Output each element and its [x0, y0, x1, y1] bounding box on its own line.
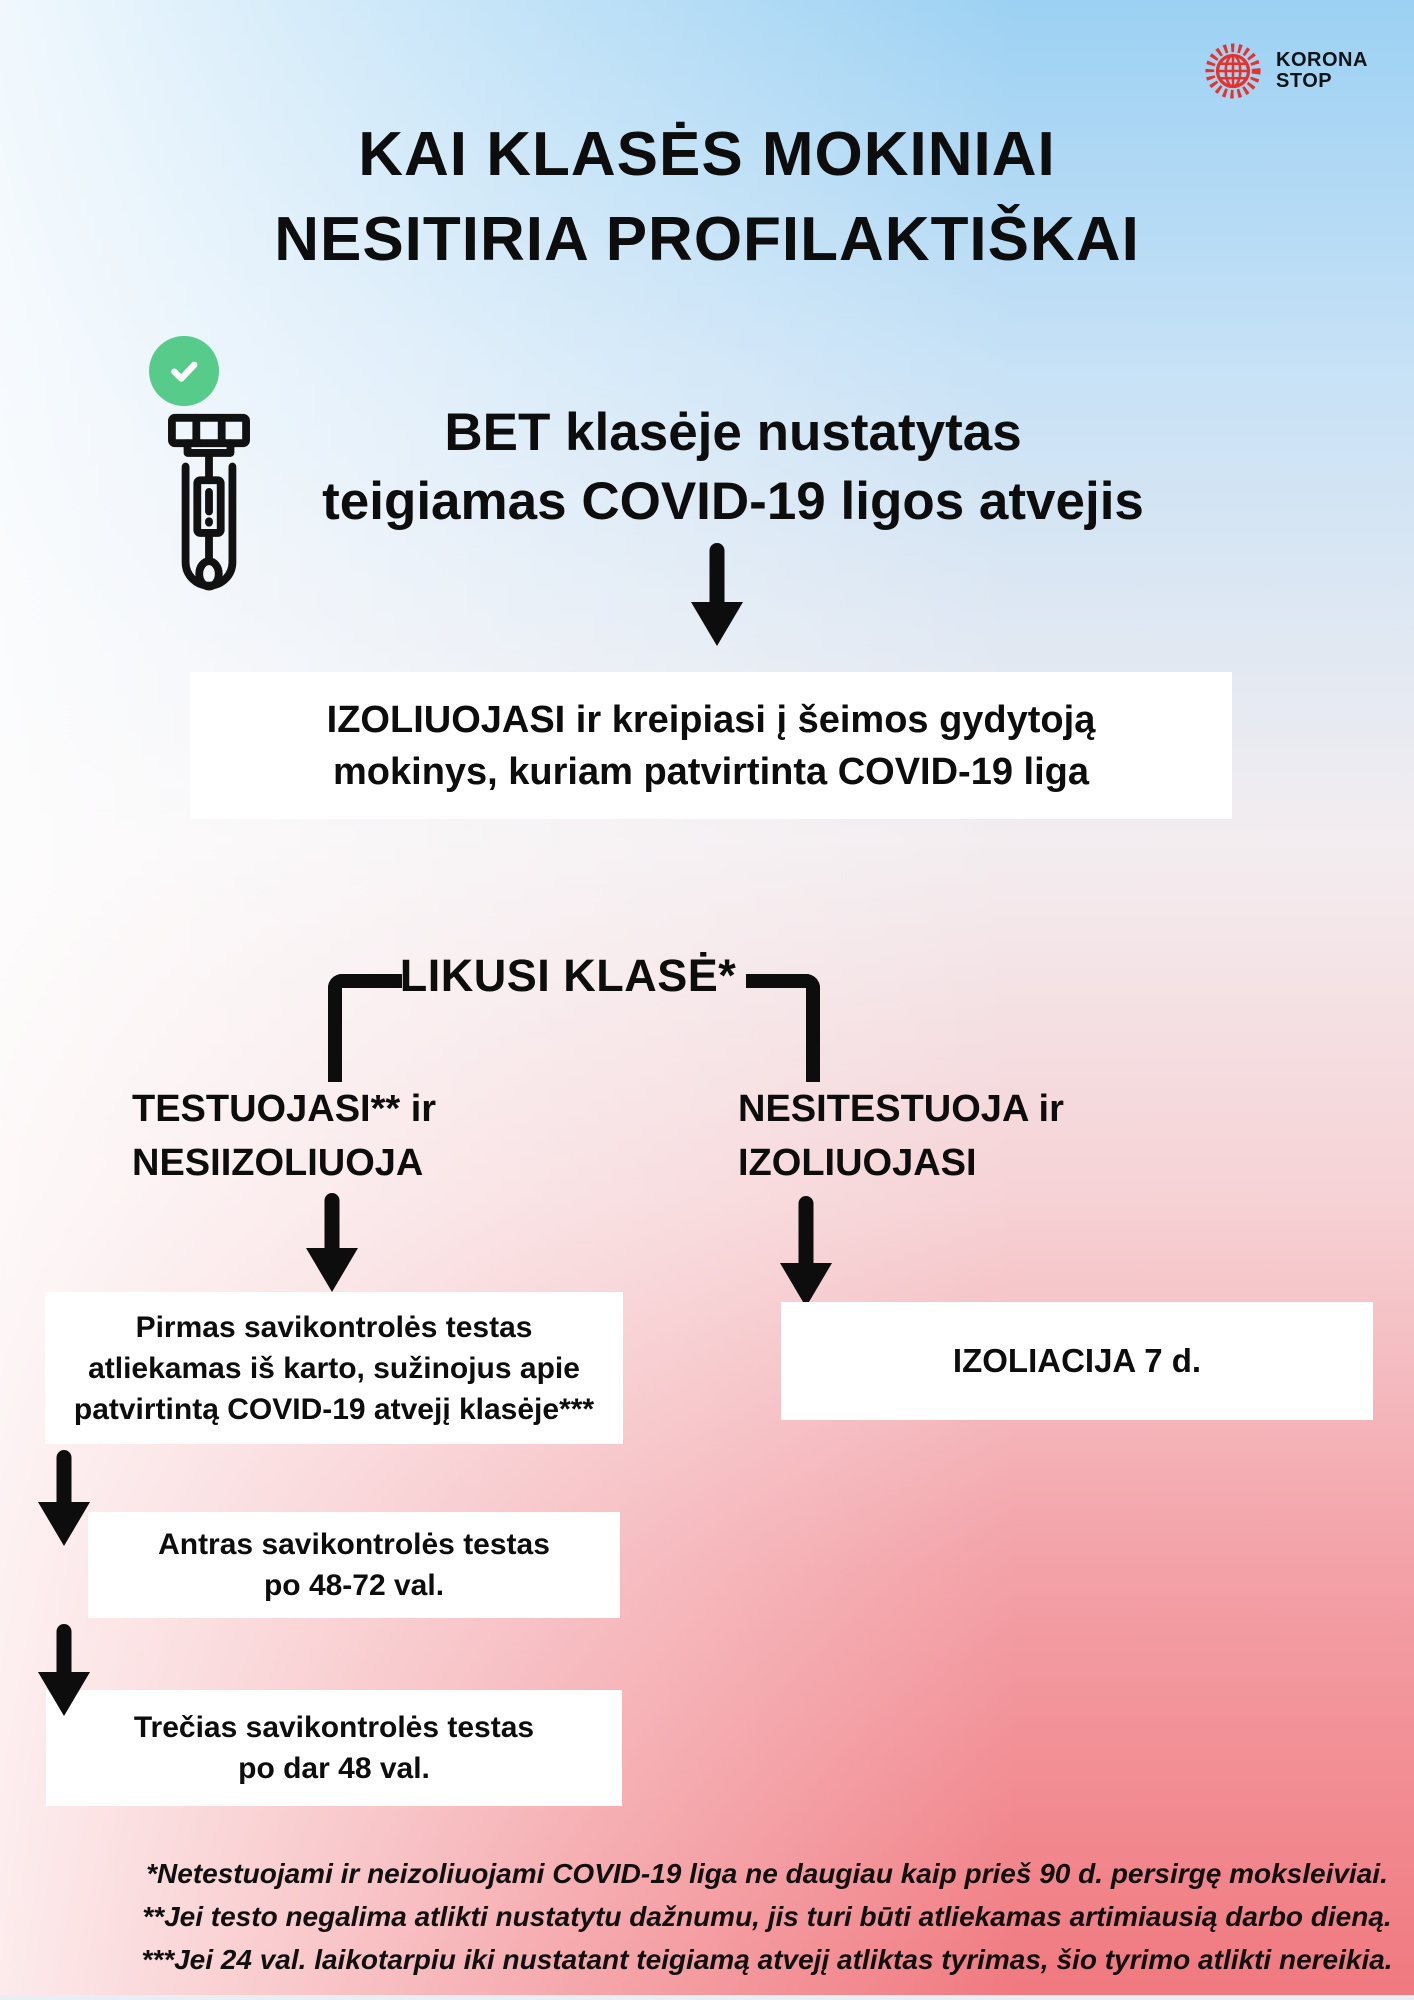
left-branch-line-2: NESIIZOLIUOJA — [132, 1142, 424, 1184]
test-tube-icon — [150, 410, 268, 615]
intro-line-1: BET klasėje nustatytas — [444, 403, 1022, 462]
third-test-box — [46, 1690, 622, 1806]
arrow-down-icon — [306, 1193, 358, 1292]
first-test-line-2: atliekamas iš karto, sužinojus apie — [88, 1351, 580, 1385]
arrow-down-icon — [36, 1450, 92, 1546]
first-test-box — [45, 1292, 623, 1444]
arrow-down-icon — [780, 1196, 832, 1307]
second-test-line-1: Antras savikontrolės testas — [158, 1528, 550, 1561]
isolate-line-2: mokinys, kuriam patvirtinta COVID-19 liga — [333, 750, 1089, 793]
left-branch-line-1: TESTUOJASI** ir — [132, 1088, 437, 1130]
third-test-line-2: po dar 48 val. — [238, 1752, 430, 1785]
title-line-2: NESITIRIA PROFILAKTIŠKAI — [274, 205, 1140, 274]
virus-globe-icon — [1204, 42, 1262, 100]
logo-line-1: KORONA — [1276, 49, 1368, 71]
isolation-duration-box — [781, 1302, 1373, 1420]
right-branch-heading — [738, 1082, 1118, 1190]
first-test-line-1: Pirmas savikontrolės testas — [135, 1310, 533, 1344]
arrow-down-icon — [691, 543, 743, 646]
footnote-2: **Jei testo negalima atlikti nustatytu dažnumu, jis turi būti atliekamas artimiausią darbo dieną. — [142, 1901, 1392, 1932]
isolation-duration-label: IZOLIACIJA 7 d. — [952, 1342, 1202, 1379]
korona-stop-logo — [1204, 42, 1368, 100]
split-bracket-right — [746, 974, 820, 1082]
logo-line-2: STOP — [1276, 70, 1333, 92]
split-label: LIKUSI KLASĖ* — [399, 950, 737, 1001]
arrow-down-icon — [36, 1624, 92, 1716]
title-line-1: KAI KLASĖS MOKINIAI — [358, 120, 1056, 189]
isolate-line-1: IZOLIUOJASI ir kreipiasi į šeimos gydytoją — [326, 698, 1096, 741]
right-branch-line-2: IZOLIUOJASI — [738, 1142, 977, 1184]
footnote-1: *Netestuojami ir neizoliuojami COVID-19 liga ne daugiau kaip prieš 90 d. persirgę moksleiviai. — [146, 1858, 1388, 1889]
intro-line-2: teigiamas COVID-19 ligos atvejis — [322, 472, 1144, 531]
second-test-line-2: po 48-72 val. — [263, 1569, 445, 1602]
page-title — [0, 112, 1414, 282]
check-icon — [149, 336, 219, 406]
first-test-line-3: patvirtintą COVID-19 atvejį klasėje*** — [73, 1392, 595, 1426]
logo-wordmark — [1276, 50, 1368, 92]
footnote-3: ***Jei 24 val. laikotarpiu iki nustatant teigiamą atvejį atliktas tyrimas, šio tyrimo atlikti nereikia. — [141, 1944, 1393, 1975]
bottom-edge-strip — [0, 1995, 1414, 2000]
footnotes — [117, 1852, 1414, 1981]
third-test-line-1: Trečias savikontrolės testas — [133, 1711, 535, 1744]
right-branch-line-1: NESITESTUOJA ir — [738, 1088, 1064, 1130]
isolate-info-box — [190, 672, 1232, 819]
second-test-box — [88, 1512, 620, 1618]
left-branch-heading — [132, 1082, 452, 1190]
intro-heading — [258, 398, 1208, 536]
split-bracket-left — [328, 974, 402, 1082]
